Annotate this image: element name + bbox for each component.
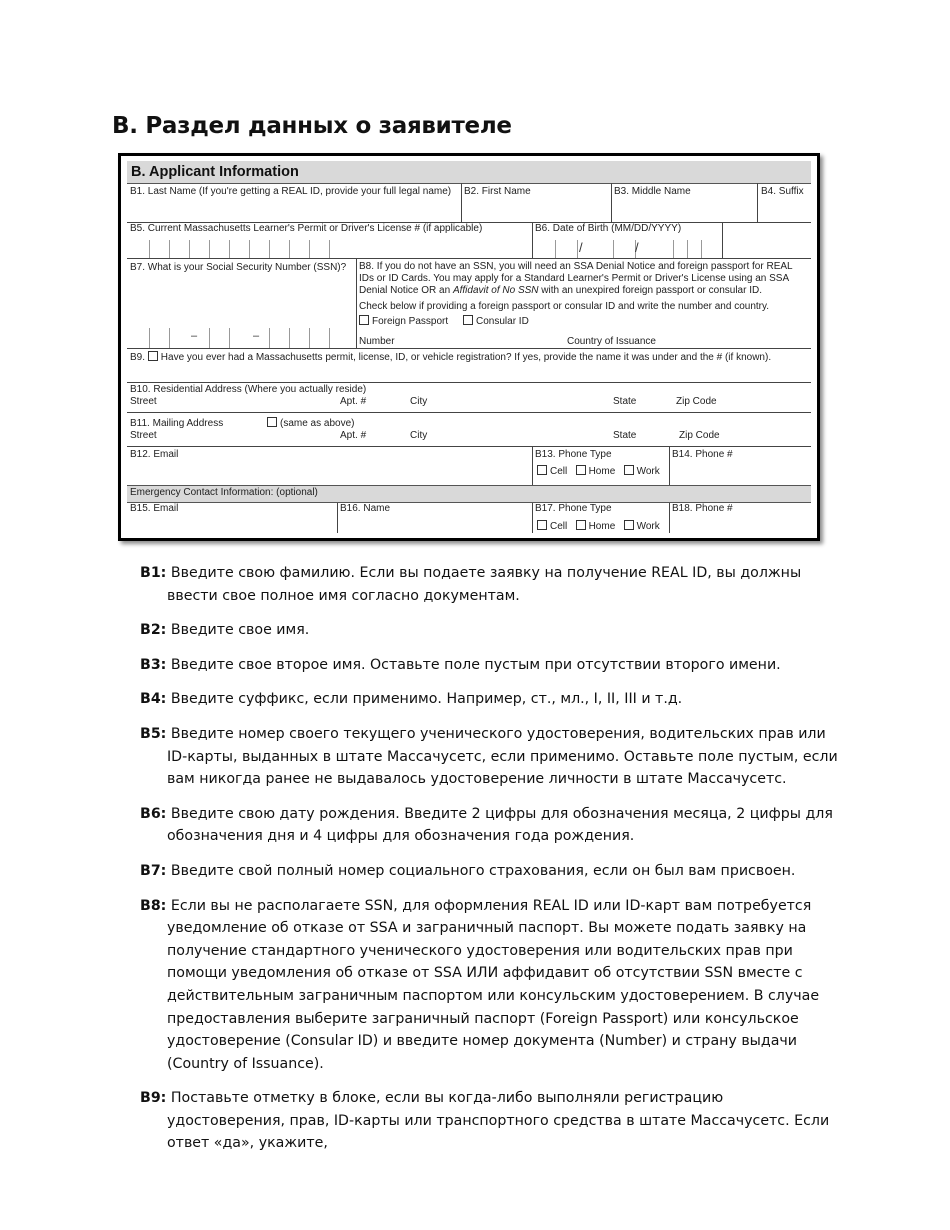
b5-label: B5. Current Massachusetts Learner's Permit or Driver's License # (if applicable) xyxy=(130,223,483,234)
foreign-passport-option[interactable]: Foreign Passport xyxy=(359,315,448,328)
b9-checkbox[interactable] xyxy=(148,351,158,361)
emergency-home-checkbox[interactable] xyxy=(576,520,586,530)
instruction-b8: B8: Если вы не располагаете SSN, для оформления REAL ID или ID-карт вам потребуется уведомление об отказе от SSA и заграничный паспорт. Вы можете подать заявку на получение стандартного ученического удостоверения или водительских прав при помощи уведомления об отказе от SSA ИЛИ аффидавит об отсутствии SSN вместе с действительным заграничным паспортом или консульским удостоверением. В случае предоставления выберите заграничный паспорт (Foreign Passport) или консульское удостоверение (Consular ID) и введите номер документа (Number) и страну выдачи (Country of Issuance). xyxy=(140,897,820,1072)
phone-type-options: Cell Home Work xyxy=(537,465,660,478)
instruction-b5: B5: Введите номер своего текущего ученического удостоверения, водительских прав или ID-карты, выданных в штате Массачусетс, если применимо. Оставьте поле пустым, если вам никогда ранее не выдавалось удостоверение личности в штате Массачусетс. xyxy=(140,725,838,788)
b10-label: B10. Residential Address (Where you actually reside) xyxy=(130,384,367,395)
consular-id-checkbox[interactable] xyxy=(463,315,473,325)
b1-label: B1. Last Name (If you're getting a REAL ID, provide your full legal name) xyxy=(130,186,452,197)
instructions-list xyxy=(140,562,840,1167)
b4-label: B4. Suffix xyxy=(761,186,804,197)
instruction-b9: B9: Поставьте отметку в блоке, если вы когда-либо выполняли регистрацию удостоверения, прав, ID-карты или транспортного средства в штате Массачусетс. Если ответ «да», укажите, xyxy=(140,1090,830,1152)
page-title: B. Раздел данных о заявителе xyxy=(112,113,512,139)
b17-label: B17. Phone Type xyxy=(535,503,612,514)
b2-label: B2. First Name xyxy=(464,186,531,197)
b9-row: B9. Have you ever had a Massachusetts permit, license, ID, or vehicle registration? If yes, provide the name it was under and the # (if known). xyxy=(130,352,772,363)
country-label: Country of Issuance xyxy=(567,336,656,347)
b15-label: B15. Email xyxy=(130,503,179,514)
same-as-above-checkbox[interactable] xyxy=(267,417,277,427)
cell-checkbox[interactable] xyxy=(537,465,547,475)
b13-label: B13. Phone Type xyxy=(535,449,612,460)
form-section-title: B. Applicant Information xyxy=(127,161,811,184)
emergency-contact-header: Emergency Contact Information: (optional) xyxy=(127,485,811,503)
b16-label: B16. Name xyxy=(340,503,391,514)
home-checkbox[interactable] xyxy=(576,465,586,475)
b8-text: B8. If you do not have an SSN, you will need an SSA Denial Notice and foreign passport for REAL IDs or ID Cards. You may apply for a Standard Learner's Permit or Driver's License using an SSA Denial Notice OR an Affidavit of No SSN with an unexpired foreign passport or consular ID. xyxy=(359,261,793,296)
b3-label: B3. Middle Name xyxy=(614,186,691,197)
applicant-information-form-image: B. Applicant Information B1. Last Name (If you're getting a REAL ID, provide your full legal name) B2. First Name B3. Middle Name B4. Suffix B5. Current Massachusetts Learner's Permit or Driver's License # (if applicable) B6. Date of Birth (MM/DD/YYYY) / / B7. What is your Social Security Number (SSN)? – – B8. If you do not have an SSN, you will need an SSA Denial Notice and foreign passport for REAL IDs or ID Cards. You may apply for a Standard Learner's Permit or Driver's License using an SSA Denial Notice OR an Affidavit of No SSN with an unexpired foreign passport or consular ID. Check below if providing a foreign passport or consular ID and write the number and country. Foreign Passport Consular ID Number Country of Issuance B9. Have you ever had a Massachusetts permit, license, ID, or vehicle registration? If yes, provide the name it was under and the # (if known). B10. Residential Address (Where you actually reside) Street Apt. # City State Zip Code B11. Mailing Address (same as above) Street Apt. # City State Zip Code B12. Email B13. Phone Type Cell Home Work B14. Phone # Emergency Contact Information: (optional) B15. Email B16. Name B17. Phone Type Cell Home Work B18. Phone # xyxy=(118,153,820,541)
b14-label: B14. Phone # xyxy=(672,449,733,460)
consular-id-option[interactable]: Consular ID xyxy=(463,315,529,328)
b12-label: B12. Email xyxy=(130,449,179,460)
instruction-b6: B6: Введите свою дату рождения. Введите 2 цифры для обозначения месяца, 2 цифры для обозначения дня и 4 цифры для обозначения года рождения. xyxy=(140,805,833,845)
instruction-b3: B3: Введите свое второе имя. Оставьте поле пустым при отсутствии второго имени. xyxy=(140,656,781,673)
instruction-b4: B4: Введите суффикс, если применимо. Например, ст., мл., I, II, III и т.д. xyxy=(140,691,683,708)
b18-label: B18. Phone # xyxy=(672,503,733,514)
b8-check-text: Check below if providing a foreign passport or consular ID and write the number and country. xyxy=(359,301,770,312)
number-label: Number xyxy=(359,336,395,347)
instruction-b7: B7: Введите свой полный номер социального страхования, если он был вам присвоен. xyxy=(140,862,796,879)
b11-label: B11. Mailing Address xyxy=(130,418,224,429)
instruction-b1: B1: Введите свою фамилию. Если вы подаете заявку на получение REAL ID, вы должны ввести свое полное имя согласно документам. xyxy=(140,565,802,604)
emergency-cell-checkbox[interactable] xyxy=(537,520,547,530)
emergency-phone-type-options: Cell Home Work xyxy=(537,520,660,533)
work-checkbox[interactable] xyxy=(624,465,634,475)
b7-label: B7. What is your Social Security Number (SSN)? xyxy=(130,262,347,273)
foreign-passport-checkbox[interactable] xyxy=(359,315,369,325)
b6-label: B6. Date of Birth (MM/DD/YYYY) xyxy=(535,223,682,234)
same-as-above-option[interactable]: (same as above) xyxy=(267,417,354,430)
emergency-work-checkbox[interactable] xyxy=(624,520,634,530)
instruction-b2: B2: Введите свое имя. xyxy=(140,622,310,639)
